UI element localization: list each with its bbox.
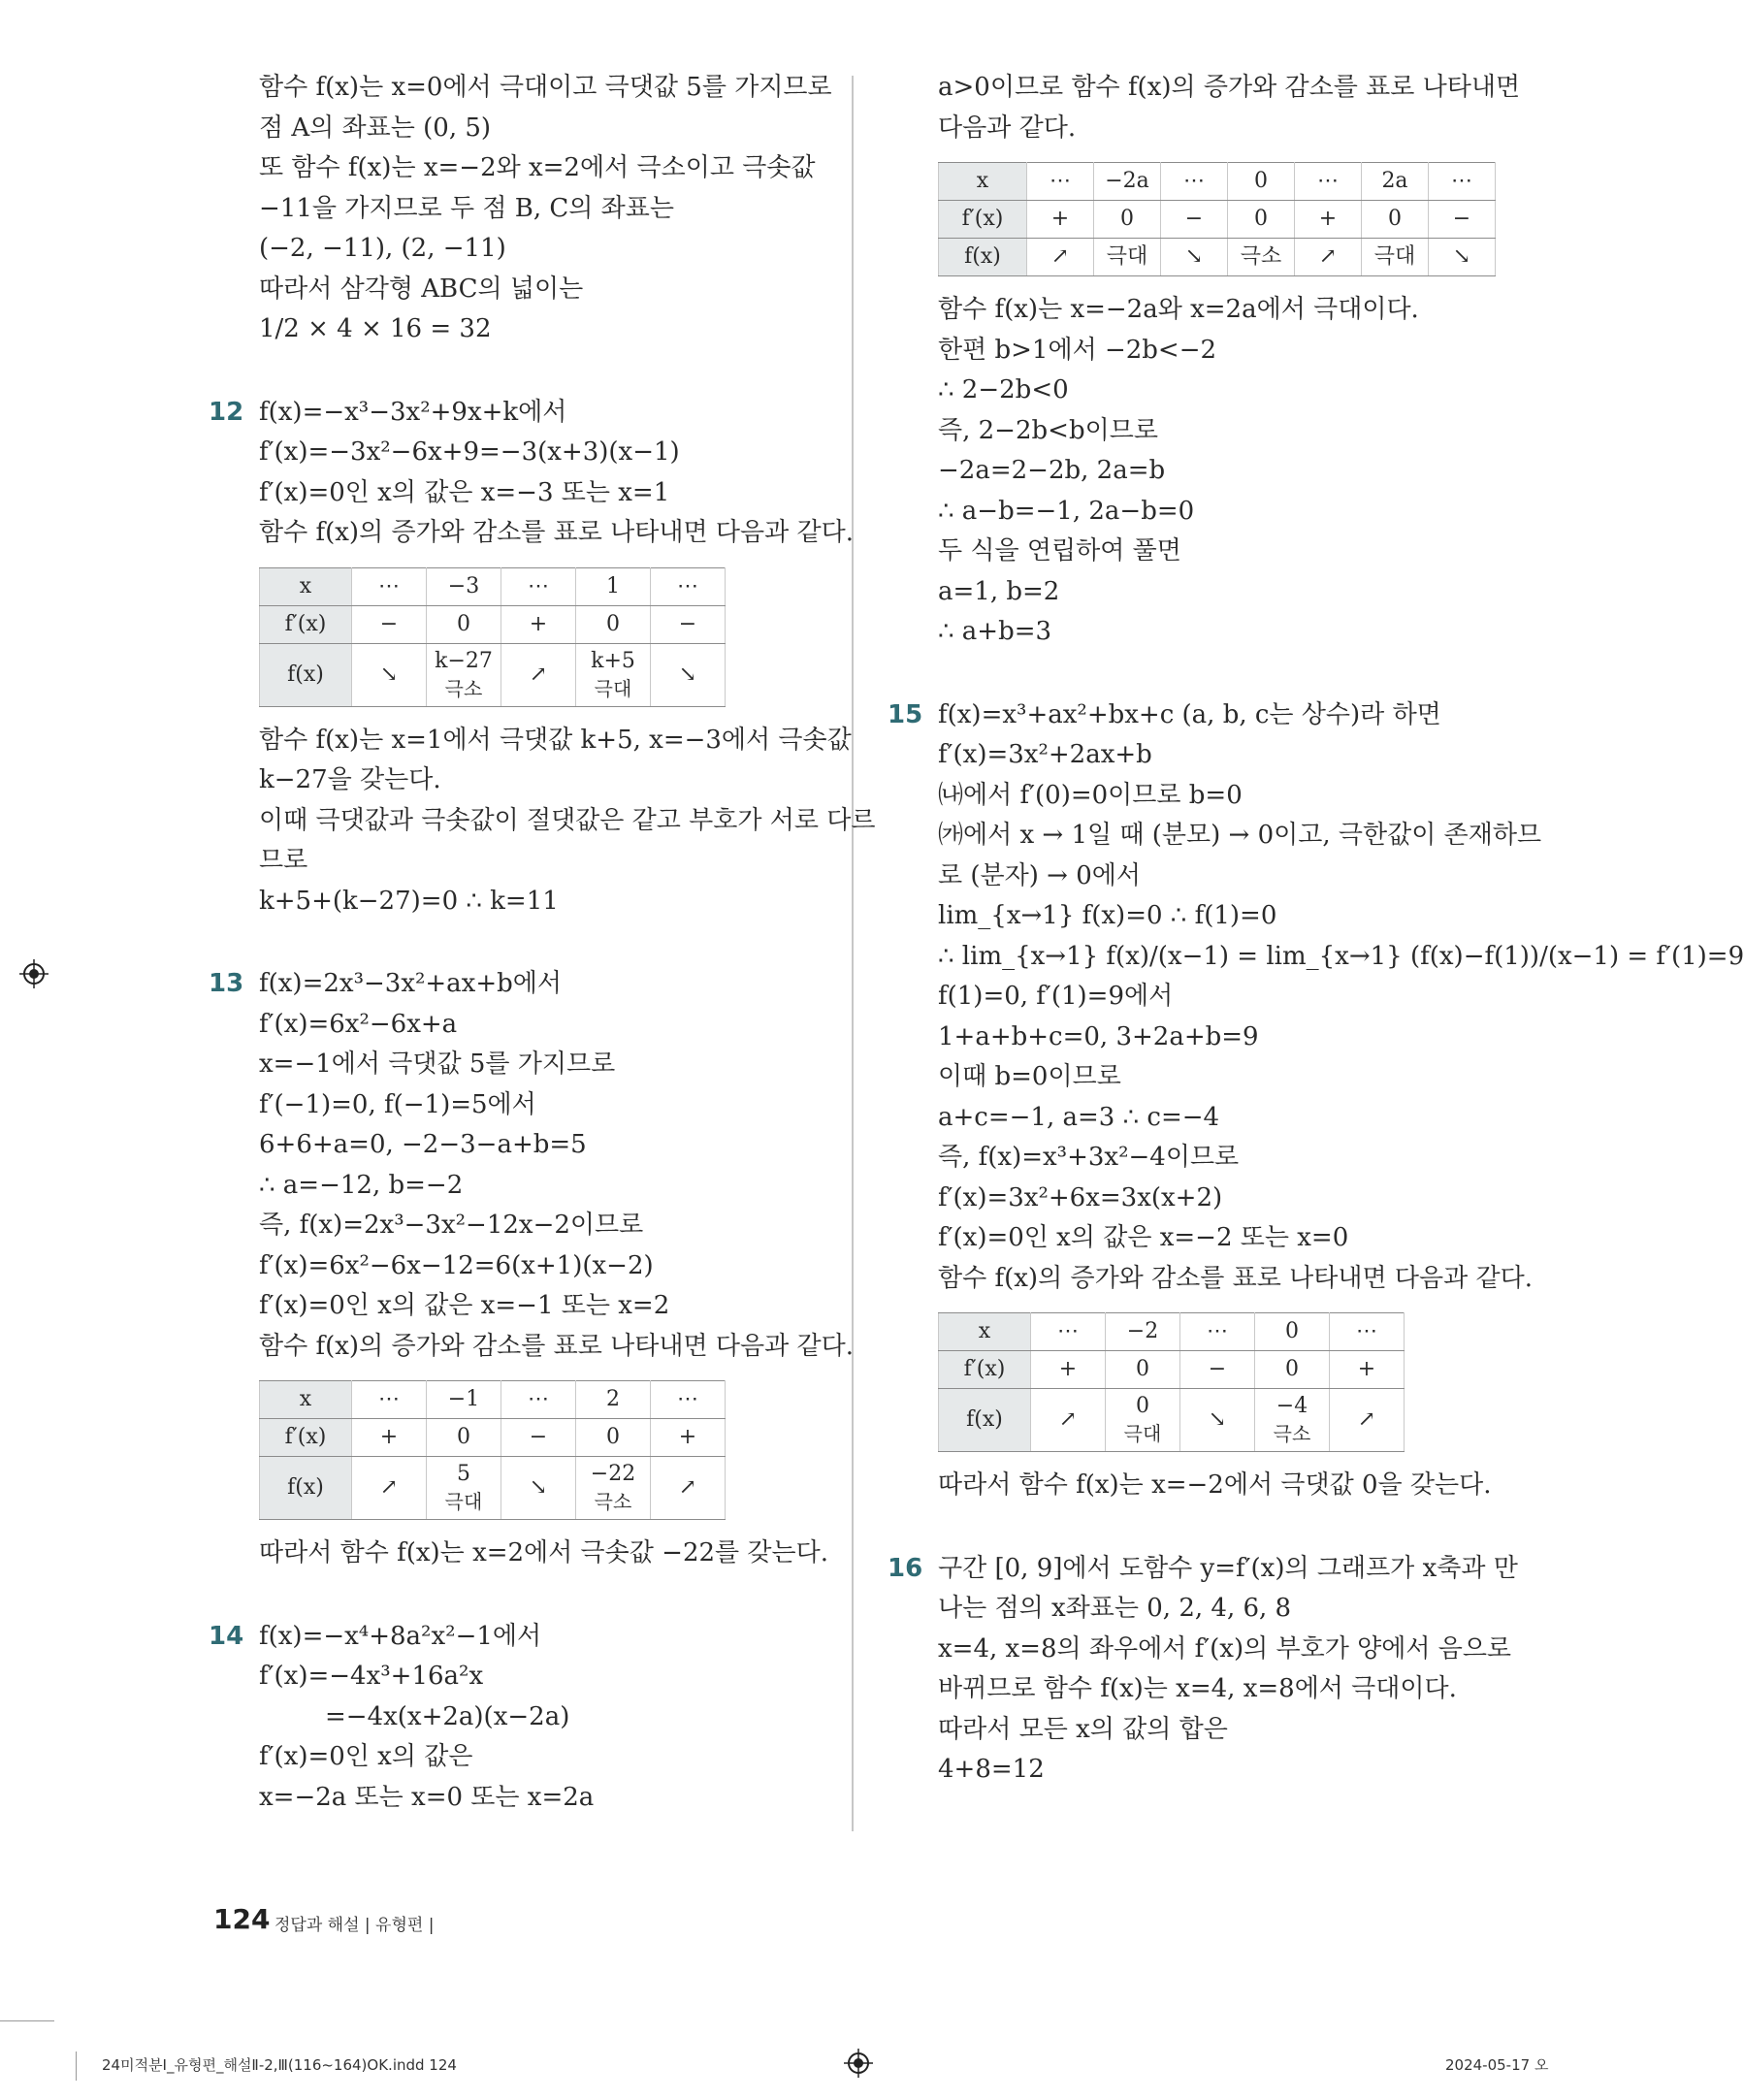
- table-cell: −: [1180, 1351, 1255, 1389]
- table-cell: −: [352, 605, 427, 643]
- table-cell: ⋯: [501, 567, 576, 605]
- table-row: [939, 163, 1496, 201]
- cell-label: 극소: [444, 676, 483, 700]
- problem-number: 16: [888, 1553, 923, 1583]
- table-cell: ↘: [1180, 1389, 1255, 1452]
- problem-number: 12: [209, 397, 244, 427]
- table-cell: 0: [427, 605, 501, 643]
- table-cell: ⋯: [1295, 163, 1362, 201]
- table-header-cell: x: [260, 1381, 352, 1419]
- text-line: x=−2a 또는 x=0 또는 x=2a: [259, 1782, 595, 1812]
- table-cell: 0: [427, 1419, 501, 1457]
- table-row: [260, 643, 726, 706]
- table-cell: 1: [576, 567, 651, 605]
- text-line: f′(x)=0인 x의 값은 x=−2 또는 x=0: [938, 1223, 1349, 1252]
- table-cell: 극대: [1362, 239, 1429, 276]
- text-line: 1+a+b+c=0, 3+2a+b=9: [938, 1021, 1259, 1051]
- table-cell: ↘: [1161, 239, 1228, 276]
- text-line: f′(x)=6x²−6x+a: [259, 1009, 458, 1039]
- section-label: 정답과 해설 | 유형편 |: [275, 1916, 435, 1935]
- table-cell: ↘: [352, 643, 427, 706]
- text-line: 함수 f(x)의 증가와 감소를 표로 나타내면 다음과 같다.: [259, 518, 855, 547]
- table-cell: +: [651, 1419, 726, 1457]
- table-cell: 0: [576, 605, 651, 643]
- table-row: [260, 1419, 726, 1457]
- text-line: f′(x)=6x²−6x−12=6(x+1)(x−2): [259, 1250, 654, 1280]
- table-cell: ↗: [1027, 239, 1094, 276]
- text-line: f′(x)=−4x³+16a²x: [259, 1662, 484, 1691]
- text-line: 따라서 모든 x의 값의 합은: [938, 1714, 1228, 1744]
- table-header-cell: f′(x): [260, 1419, 352, 1457]
- table-cell: ⋯: [1031, 1313, 1106, 1351]
- table-cell: +: [1330, 1351, 1405, 1389]
- problem-number: 14: [209, 1621, 244, 1651]
- text-line: 따라서 함수 f(x)는 x=−2에서 극댓값 0을 갖는다.: [938, 1470, 1492, 1500]
- text-line: 두 식을 연립하여 풀면: [938, 536, 1181, 565]
- cell-value: −4: [1276, 1394, 1308, 1418]
- text-line: 함수 f(x)는 x=0에서 극대이고 극댓값 5를 가지므로: [259, 73, 832, 102]
- table-cell: ⋯: [651, 567, 726, 605]
- left-column: [209, 68, 876, 1818]
- table-cell: ↗: [501, 643, 576, 706]
- text-line: f(1)=0, f′(1)=9에서: [938, 982, 1174, 1011]
- cell-label: 극대: [1123, 1422, 1162, 1445]
- table-cell: ↗: [352, 1457, 427, 1520]
- table-cell: −: [501, 1419, 576, 1457]
- problem-12: [209, 393, 876, 922]
- table-cell: ↘: [1429, 239, 1496, 276]
- text-line: x=4, x=8의 좌우에서 f′(x)의 부호가 양에서 음으로: [938, 1633, 1512, 1664]
- table-cell: +: [501, 605, 576, 643]
- table-row: [260, 605, 726, 643]
- crop-mark: [76, 2052, 77, 2081]
- table-header-cell: f(x): [260, 643, 352, 706]
- cell-value: 0: [1136, 1394, 1149, 1418]
- text-line: a=1, b=2: [938, 576, 1060, 606]
- text-line: a+c=−1, a=3 ∴ c=−4: [938, 1102, 1220, 1132]
- table-cell: ⋯: [1027, 163, 1094, 201]
- table-cell: +: [1027, 201, 1094, 239]
- table-cell: ⋯: [1180, 1313, 1255, 1351]
- text-line: 6+6+a=0, −2−3−a+b=5: [259, 1130, 587, 1159]
- text-line: 다음과 같다.: [938, 113, 1077, 143]
- text-line: 한편 b>1에서 −2b<−2: [938, 335, 1217, 365]
- text-line: x=−1에서 극댓값 5를 가지므로: [259, 1050, 616, 1079]
- table-cell: −: [1161, 201, 1228, 239]
- text-line: ∴ a−b=−1, 2a−b=0: [938, 496, 1195, 526]
- table-cell: ⋯: [1161, 163, 1228, 201]
- problem-16: [888, 1549, 1518, 1791]
- table-header-cell: x: [260, 567, 352, 605]
- table-cell: [1255, 1389, 1330, 1452]
- cell-label: 극대: [444, 1490, 483, 1513]
- sign-table: [938, 1312, 1405, 1452]
- table-cell: 0: [1228, 163, 1295, 201]
- text-line: f′(−1)=0, f(−1)=5에서: [259, 1089, 536, 1119]
- table-cell: [427, 1457, 501, 1520]
- text-line: f′(x)=0인 x의 값은 x=−1 또는 x=2: [259, 1291, 670, 1320]
- text-line: ∴ a+b=3: [938, 617, 1052, 646]
- table-cell: [576, 643, 651, 706]
- table-cell: ↗: [651, 1457, 726, 1520]
- cell-value: 5: [457, 1462, 470, 1486]
- table-cell: ↗: [1295, 239, 1362, 276]
- table-cell: −2: [1106, 1313, 1180, 1351]
- text-line: −11을 가지므로 두 점 B, C의 좌표는: [259, 193, 674, 223]
- text-line: f(x)=−x³−3x²+9x+k에서: [259, 397, 567, 427]
- table-header-cell: x: [939, 1313, 1031, 1351]
- table-row: [260, 567, 726, 605]
- table-header-cell: f′(x): [939, 1351, 1031, 1389]
- table-cell: +: [352, 1419, 427, 1457]
- text-line: −2a=2−2b, 2a=b: [938, 456, 1166, 485]
- table-cell: −: [651, 605, 726, 643]
- text-line: ㈎에서 x → 1일 때 (분모) → 0이고, 극한값이 존재하므: [938, 821, 1542, 850]
- table-row: [939, 239, 1496, 276]
- text-line: k+5+(k−27)=0 ∴ k=11: [259, 886, 559, 916]
- text-line: 따라서 삼각형 ABC의 넓이는: [259, 274, 584, 304]
- text-line: 점 A의 좌표는 (0, 5): [259, 113, 492, 143]
- table-cell: ↘: [501, 1457, 576, 1520]
- table-row: [939, 1351, 1405, 1389]
- table-cell: −1: [427, 1381, 501, 1419]
- table-cell: ⋯: [651, 1381, 726, 1419]
- table-cell: ⋯: [501, 1381, 576, 1419]
- table-row: [260, 1381, 726, 1419]
- text-line: f(x)=−x⁴+8a²x²−1에서: [259, 1621, 542, 1651]
- text-line: ∴ 2−2b<0: [938, 375, 1069, 404]
- text-line: 나는 점의 x좌표는 0, 2, 4, 6, 8: [938, 1594, 1292, 1623]
- table-cell: 0: [1255, 1313, 1330, 1351]
- sign-table: [259, 1380, 726, 1520]
- table-cell: 0: [1255, 1351, 1330, 1389]
- table-cell: ↘: [651, 643, 726, 706]
- cell-label: 극소: [1273, 1422, 1311, 1445]
- table-cell: 0: [1094, 201, 1161, 239]
- table-header-cell: f′(x): [260, 605, 352, 643]
- cell-label: 극소: [594, 1490, 632, 1513]
- solution-11-continued: [209, 68, 832, 350]
- text-line: 이때 b=0이므로: [938, 1062, 1121, 1091]
- table-cell: ⋯: [352, 1381, 427, 1419]
- table-cell: ↗: [1031, 1389, 1106, 1452]
- text-line: f(x)=x³+ax²+bx+c (a, b, c는 상수)라 하면: [938, 699, 1441, 729]
- table-cell: 극소: [1228, 239, 1295, 276]
- registration-mark-icon: [844, 2049, 873, 2078]
- table-cell: +: [1031, 1351, 1106, 1389]
- table-cell: 2: [576, 1381, 651, 1419]
- text-line: 함수 f(x)는 x=1에서 극댓값 k+5, x=−3에서 극솟값: [259, 725, 852, 755]
- text-line: f′(x)=−3x²−6x+9=−3(x+3)(x−1): [259, 437, 680, 467]
- text-line: f′(x)=0인 x의 값은 x=−3 또는 x=1: [259, 477, 670, 507]
- page-number: 124: [213, 1903, 271, 1935]
- table-cell: [427, 643, 501, 706]
- text-line: 4+8=12: [938, 1755, 1045, 1784]
- text-line: 1/2 × 4 × 16 = 32: [259, 314, 492, 343]
- table-header-cell: f(x): [260, 1457, 352, 1520]
- text-line: 함수 f(x)의 증가와 감소를 표로 나타내면 다음과 같다.: [938, 1263, 1534, 1293]
- text-line: 또 함수 f(x)는 x=−2와 x=2에서 극소이고 극솟값: [259, 153, 816, 182]
- right-column: [888, 68, 1744, 1791]
- text-line: =−4x(x+2a)(x−2a): [325, 1701, 570, 1731]
- table-header-cell: f(x): [939, 239, 1027, 276]
- print-slug-filename: 24미적분Ⅰ_유형편_해설Ⅱ-2,Ⅲ(116~164)OK.indd 124: [102, 2056, 457, 2074]
- text-line: 즉, f(x)=2x³−3x²−12x−2이므로: [259, 1211, 644, 1240]
- text-line: 즉, f(x)=x³+3x²−4이므로: [938, 1143, 1240, 1172]
- table-header-cell: f(x): [939, 1389, 1031, 1452]
- text-line: 구간 [0, 9]에서 도함수 y=f′(x)의 그래프가 x축과 만: [938, 1553, 1518, 1583]
- sign-table: [938, 162, 1496, 276]
- text-line: ㈏에서 f′(0)=0이므로 b=0: [938, 780, 1243, 810]
- table-row: [939, 1313, 1405, 1351]
- table-cell: −: [1429, 201, 1496, 239]
- cell-label: 극대: [594, 676, 632, 700]
- table-row: [260, 1457, 726, 1520]
- table-cell: ↗: [1330, 1389, 1405, 1452]
- problem-15: [888, 695, 1744, 1506]
- table-cell: 0: [1362, 201, 1429, 239]
- text-line: f′(x)=0인 x의 값은: [259, 1742, 473, 1771]
- cell-value: k−27: [435, 648, 493, 673]
- text-line: 따라서 함수 f(x)는 x=2에서 극솟값 −22를 갖는다.: [259, 1538, 829, 1567]
- print-slug-date: 2024-05-17 오: [1445, 2056, 1549, 2074]
- text-line: 이때 극댓값과 극솟값이 절댓값은 같고 부호가 서로 다르: [259, 805, 876, 835]
- problem-13: [209, 964, 855, 1574]
- sign-table: [259, 567, 726, 707]
- text-line: 므로: [259, 846, 308, 875]
- text-line: ∴ lim_{x→1} f(x)/(x−1) = lim_{x→1} (f(x)−f(1))/(x−1) = f′(1)=9: [938, 941, 1744, 971]
- table-cell: +: [1295, 201, 1362, 239]
- table-cell: −2a: [1094, 163, 1161, 201]
- text-line: f(x)=2x³−3x²+ax+b에서: [259, 969, 563, 998]
- cell-value: k+5: [591, 648, 635, 673]
- table-cell: 0: [576, 1419, 651, 1457]
- problem-number: 15: [888, 699, 923, 729]
- table-cell: 0: [1228, 201, 1295, 239]
- table-header-cell: f′(x): [939, 201, 1027, 239]
- text-line: ∴ a=−12, b=−2: [259, 1170, 464, 1200]
- table-cell: ⋯: [352, 567, 427, 605]
- table-cell: 극대: [1094, 239, 1161, 276]
- table-cell: ⋯: [1330, 1313, 1405, 1351]
- table-cell: 0: [1106, 1351, 1180, 1389]
- text-line: (−2, −11), (2, −11): [259, 234, 506, 263]
- text-line: k−27을 갖는다.: [259, 765, 441, 794]
- table-cell: [1106, 1389, 1180, 1452]
- table-cell: [576, 1457, 651, 1520]
- table-header-cell: x: [939, 163, 1027, 201]
- solution-14-continued: [888, 68, 1521, 653]
- text-line: 함수 f(x)의 증가와 감소를 표로 나타내면 다음과 같다.: [259, 1331, 855, 1361]
- problem-number: 13: [209, 969, 244, 998]
- crop-mark: [0, 2020, 54, 2021]
- table-row: [939, 1389, 1405, 1452]
- text-line: 즉, 2−2b<b이므로: [938, 415, 1158, 445]
- table-cell: −3: [427, 567, 501, 605]
- cell-value: −22: [590, 1462, 636, 1486]
- table-row: [939, 201, 1496, 239]
- text-line: 함수 f(x)는 x=−2a와 x=2a에서 극대이다.: [938, 295, 1419, 324]
- text-line: a>0이므로 함수 f(x)의 증가와 감소를 표로 나타내면: [938, 73, 1521, 102]
- text-line: f′(x)=3x²+6x=3x(x+2): [938, 1182, 1223, 1212]
- text-line: 바뀌므로 함수 f(x)는 x=4, x=8에서 극대이다.: [938, 1674, 1457, 1703]
- text-line: f′(x)=3x²+2ax+b: [938, 740, 1152, 769]
- registration-mark-icon: [19, 959, 48, 988]
- table-cell: ⋯: [1429, 163, 1496, 201]
- problem-14: [209, 1617, 810, 1819]
- column-divider: [852, 76, 854, 1831]
- text-line: 로 (분자) → 0에서: [938, 860, 1141, 890]
- text-line: lim_{x→1} f(x)=0 ∴ f(1)=0: [938, 901, 1277, 930]
- table-cell: 2a: [1362, 163, 1429, 201]
